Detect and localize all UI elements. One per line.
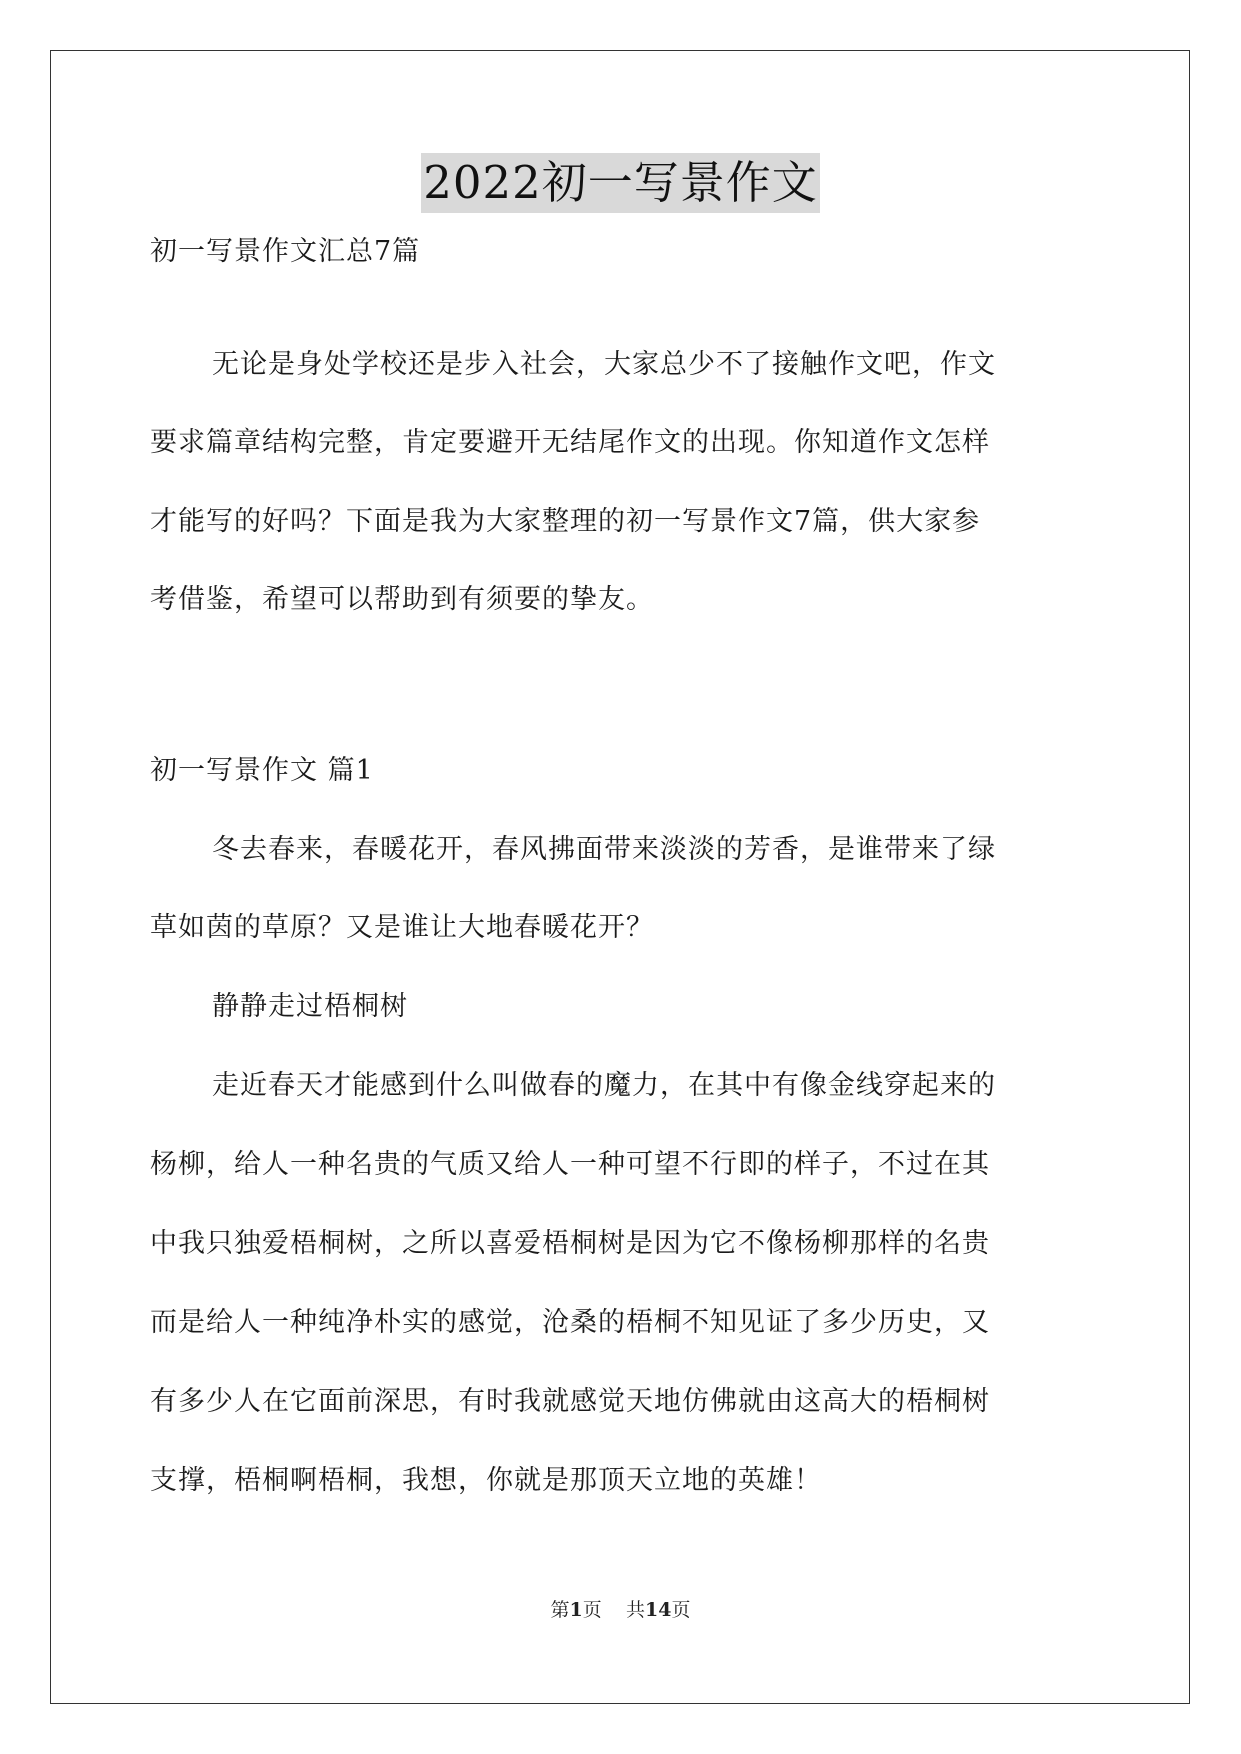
intro-line: 才能写的好吗？下面是我为大家整理的初一写景作文7篇，供大家参 bbox=[150, 506, 981, 537]
title-container bbox=[0, 153, 1241, 213]
intro-line: 考借鉴，希望可以帮助到有须要的挚友。 bbox=[150, 584, 654, 615]
page-footer bbox=[0, 1598, 1241, 1622]
paragraph-line: 杨柳，给人一种名贵的气质又给人一种可望不行即的样子，不过在其 bbox=[150, 1149, 990, 1180]
paragraph-line: 冬去春来，春暖花开，春风拂面带来淡淡的芳香，是谁带来了绿 bbox=[212, 834, 996, 865]
essay-title: 静静走过梧桐树 bbox=[212, 991, 408, 1022]
total-prefix: 共 bbox=[625, 1599, 645, 1621]
paragraph-line: 有多少人在它面前深思，有时我就感觉天地仿佛就由这高大的梧桐树 bbox=[150, 1386, 990, 1417]
page-suffix: 页 bbox=[582, 1599, 602, 1621]
intro-line: 要求篇章结构完整，肯定要避开无结尾作文的出现。你知道作文怎样 bbox=[150, 427, 990, 458]
page-border bbox=[50, 50, 1190, 1704]
total-suffix: 页 bbox=[671, 1599, 691, 1621]
intro-line: 无论是身处学校还是步入社会，大家总少不了接触作文吧，作文 bbox=[212, 349, 996, 380]
page-number: 1 bbox=[569, 1599, 583, 1621]
page-prefix: 第 bbox=[550, 1599, 570, 1621]
section-heading: 初一写景作文 篇1 bbox=[150, 755, 374, 786]
paragraph-line: 而是给人一种纯净朴实的感觉，沧桑的梧桐不知见证了多少历史，又 bbox=[150, 1307, 990, 1338]
paragraph-line: 中我只独爱梧桐树，之所以喜爱梧桐树是因为它不像杨柳那样的名贵 bbox=[150, 1228, 990, 1259]
paragraph-line: 支撑，梧桐啊梧桐，我想，你就是那顶天立地的英雄！ bbox=[150, 1465, 822, 1496]
document-subtitle: 初一写景作文汇总7篇 bbox=[150, 236, 421, 267]
document-title: 2022初一写景作文 bbox=[421, 153, 820, 213]
total-pages: 14 bbox=[644, 1599, 672, 1621]
paragraph-line: 草如茵的草原？又是谁让大地春暖花开？ bbox=[150, 912, 654, 943]
paragraph-line: 走近春天才能感到什么叫做春的魔力，在其中有像金线穿起来的 bbox=[212, 1070, 996, 1101]
